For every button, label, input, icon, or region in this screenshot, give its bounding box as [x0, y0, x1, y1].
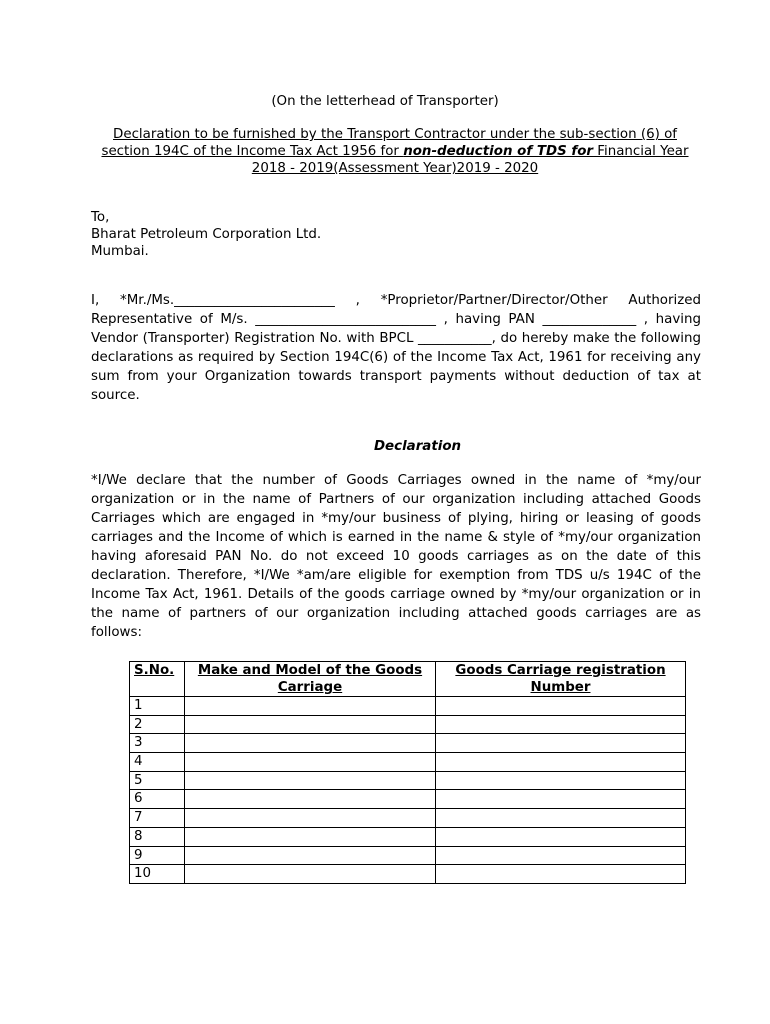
cell-sno: 6	[130, 790, 185, 809]
letterhead-note: (On the letterhead of Transporter)	[271, 94, 499, 109]
cell-sno: 3	[130, 734, 185, 753]
cell-sno: 7	[130, 809, 185, 828]
cell-registration	[436, 790, 686, 809]
cell-make-model	[185, 753, 436, 772]
cell-make-model	[185, 734, 436, 753]
address-company: Bharat Petroleum Corporation Ltd.	[91, 227, 322, 242]
declaration-title	[95, 126, 695, 177]
header-make-model: Make and Model of the Goods Carriage	[185, 662, 436, 697]
cell-sno: 8	[130, 827, 185, 846]
cell-sno: 1	[130, 697, 185, 716]
table-row	[130, 827, 686, 846]
title-part-1: Declaration to be furnished by the Transport Contractor under the sub-section (6) of section 194C of the Income Tax Act 1956 for	[101, 127, 677, 159]
table-row	[130, 865, 686, 884]
cell-make-model	[185, 846, 436, 865]
table-row	[130, 846, 686, 865]
cell-make-model	[185, 827, 436, 846]
table-row	[130, 697, 686, 716]
cell-registration	[436, 715, 686, 734]
cell-sno: 5	[130, 771, 185, 790]
cell-registration	[436, 846, 686, 865]
declaration-paragraph: *I/We declare that the number of Goods Carriages owned in the name of *my/our organization or in the name of Partners of our organization including attached Goods Carriages which are engaged in *my/our business of plying, hiring or leasing of goods carriages and the Income of which is earned in the name & style of *my/our organization having aforesaid PAN No. do not exceed 10 goods carriages as on the date of this declaration. Therefore, *I/We *am/are eligible for exemption from TDS u/s 194C of the Income Tax Act, 1961. Details of the goods carriage owned by *my/our organization or in the name of partners of our organization including attached goods carriages are as follows:	[91, 473, 701, 640]
cell-registration	[436, 734, 686, 753]
title-emphasis: non-deduction of TDS for	[403, 144, 594, 159]
cell-registration	[436, 827, 686, 846]
goods-carriage-table	[129, 661, 686, 884]
recipient-address	[91, 209, 321, 260]
cell-make-model	[185, 697, 436, 716]
intro-paragraph: I, *Mr./Ms.________________________ , *Proprietor/Partner/Director/Other Authorized Representative of M/s. ___________________________ , having PAN ______________ , having Vendor (Transporter) Registration No. with BPCL ___________, do hereby make the following declarations as required by Section 194C(6) of the Income Tax Act, 1961 for receiving any sum from your Organization towards transport payments without deduction of tax at source.	[91, 293, 701, 403]
declaration-heading: Declaration	[373, 439, 462, 454]
cell-make-model	[185, 790, 436, 809]
table-row	[130, 790, 686, 809]
address-to: To,	[91, 210, 110, 225]
cell-make-model	[185, 809, 436, 828]
cell-sno: 10	[130, 865, 185, 884]
cell-registration	[436, 697, 686, 716]
cell-registration	[436, 753, 686, 772]
cell-registration	[436, 865, 686, 884]
table-header-row	[130, 662, 686, 697]
table-row	[130, 734, 686, 753]
table-row	[130, 809, 686, 828]
cell-make-model	[185, 865, 436, 884]
header-registration: Goods Carriage registration Number	[436, 662, 686, 697]
cell-sno: 9	[130, 846, 185, 865]
cell-sno: 4	[130, 753, 185, 772]
cell-registration	[436, 809, 686, 828]
header-sno: S.No.	[130, 662, 185, 697]
cell-make-model	[185, 715, 436, 734]
cell-sno: 2	[130, 715, 185, 734]
cell-registration	[436, 771, 686, 790]
table-row	[130, 753, 686, 772]
table-row	[130, 715, 686, 734]
table-row	[130, 771, 686, 790]
cell-make-model	[185, 771, 436, 790]
address-city: Mumbai.	[91, 244, 149, 259]
title-part-2: Financial Year 2018 - 2019(Assessment Year)2019 - 2020	[251, 144, 689, 176]
